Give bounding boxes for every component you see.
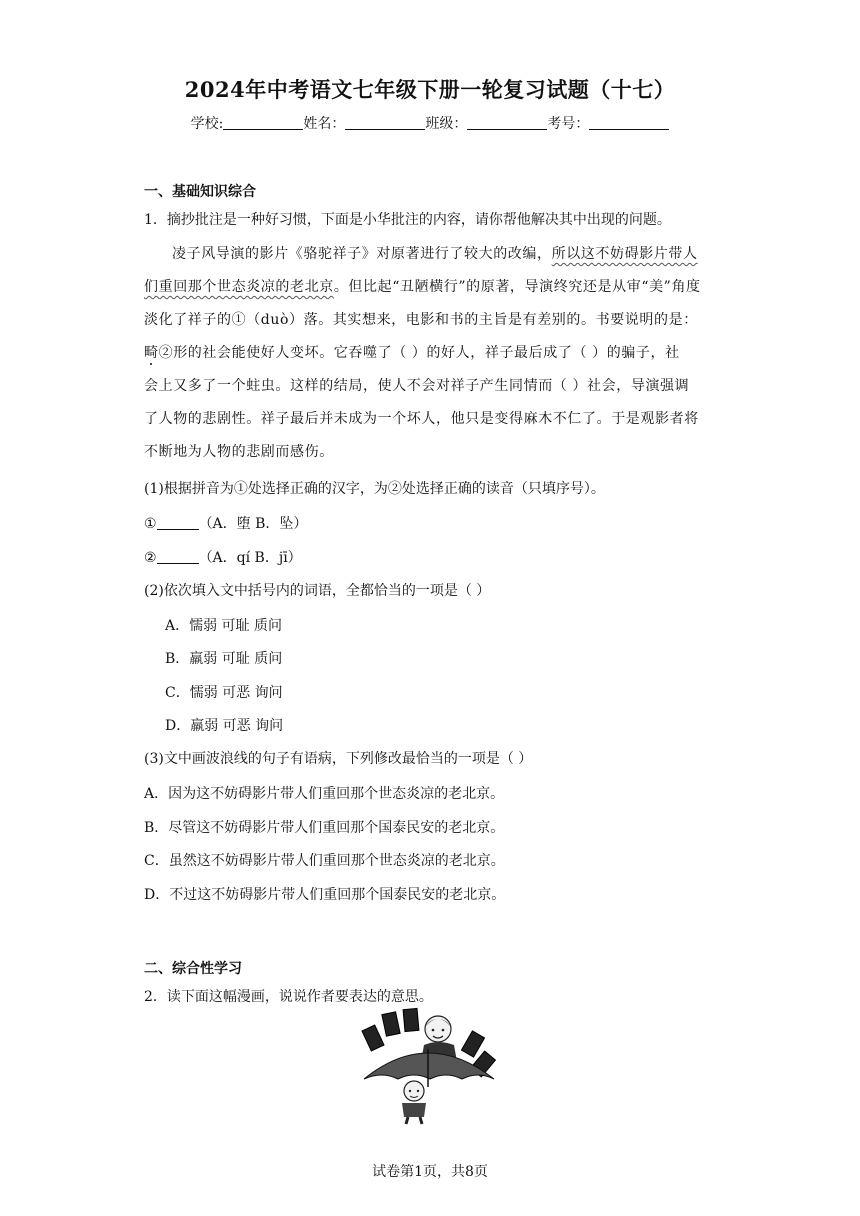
school-blank[interactable] [223, 115, 303, 130]
option-2c[interactable]: C．懦弱 可恶 询问 [165, 685, 283, 701]
option-2d[interactable]: D．羸弱 可恶 询问 [165, 718, 284, 734]
school-label: 学校: [190, 116, 224, 132]
sub-question-2-prompt: (2)依次填入文中括号内的词语，全都恰当的一项是（ ） [144, 583, 491, 599]
option-2b[interactable]: B．羸弱 可耻 质问 [165, 651, 283, 667]
sub-question-1-prompt: (1)根据拼音为①处选择正确的汉字，为②处选择正确的读音（只填序号）。 [144, 481, 605, 497]
option-3a[interactable]: A．因为这不妨碍影片带人们重回那个世态炎凉的老北京。 [144, 786, 505, 802]
option-3c[interactable]: C．虽然这不妨碍影片带人们重回那个世态炎凉的老北京。 [144, 853, 505, 869]
sub-question-3-prompt: (3)文中画波浪线的句子有语病，下列修改最恰当的一项是（ ） [144, 751, 533, 767]
class-blank[interactable] [467, 115, 547, 130]
passage-line-7: 不断地为人物的悲剧而感伤。 [144, 444, 334, 460]
number-label: 考号： [547, 116, 590, 132]
name-label: 姓名： [303, 116, 346, 132]
passage-line-5: 会上又多了一个蛀虫。这样的结局，使人不会对祥子产生同情而（ ）社会，导演强调 [144, 378, 690, 394]
name-blank[interactable] [345, 115, 425, 130]
page-title: 2024年中考语文七年级下册一轮复习试题（十七） [184, 77, 676, 102]
passage-line-2: 们重回那个世态炎凉的老北京。但比起“丑陋横行”的原著，导演终究还是从审“美”角度 [144, 279, 701, 295]
dotted-character: 畸 [144, 345, 159, 361]
answer-blank-2[interactable] [157, 549, 199, 564]
section-1-heading: 一、基础知识综合 [144, 184, 256, 200]
option-3b[interactable]: B．尽管这不妨碍影片带人们重回那个国泰民安的老北京。 [144, 820, 505, 836]
option-3d[interactable]: D．不过这不妨碍影片带人们重回那个国泰民安的老北京。 [144, 887, 506, 903]
class-label: 班级： [425, 116, 468, 132]
answer-blank-1[interactable] [157, 515, 199, 530]
number-blank[interactable] [589, 115, 669, 130]
comic-illustration [358, 1007, 500, 1125]
comic-drawing [358, 1007, 500, 1125]
passage-line-3: 淡化了祥子的①（duò）落。其实想来，电影和书的主旨是有差别的。书要说明的是： [144, 312, 698, 328]
passage-line-4: 畸②形的社会能使好人变坏。它吞噬了（ ）的好人，祥子最后成了（ ）的骗子，社 [144, 345, 680, 361]
question-2-prompt: 2．读下面这幅漫画，说说作者要表达的意思。 [144, 989, 433, 1005]
sub-question-1-a: ① （A．堕 B．坠） [144, 516, 308, 532]
passage-line-6: 了人物的悲剧性。祥子最后并未成为一个坏人，他只是变得麻木不仁了。于是观影者将 [144, 411, 699, 427]
wavy-sentence-part-1: 所以这不妨碍影片带人 [551, 246, 698, 262]
student-info-line [0, 113, 860, 133]
question-1-prompt: 1．摘抄批注是一种好习惯，下面是小华批注的内容，请你帮他解决其中出现的问题。 [144, 212, 671, 228]
passage-line-1: 凌子风导演的影片《骆驼祥子》对原著进行了较大的改编，所以这不妨碍影片带人 [172, 246, 698, 262]
sub-question-1-b: ② （A．qí B．jī） [144, 550, 302, 566]
option-2a[interactable]: A．懦弱 可耻 质问 [165, 618, 283, 634]
section-2-heading: 二、综合性学习 [144, 961, 242, 977]
wavy-sentence-part-2: 们重回那个世态炎凉的老北京 [144, 279, 334, 295]
page-footer: 试卷第1页，共8页 [372, 1164, 488, 1180]
